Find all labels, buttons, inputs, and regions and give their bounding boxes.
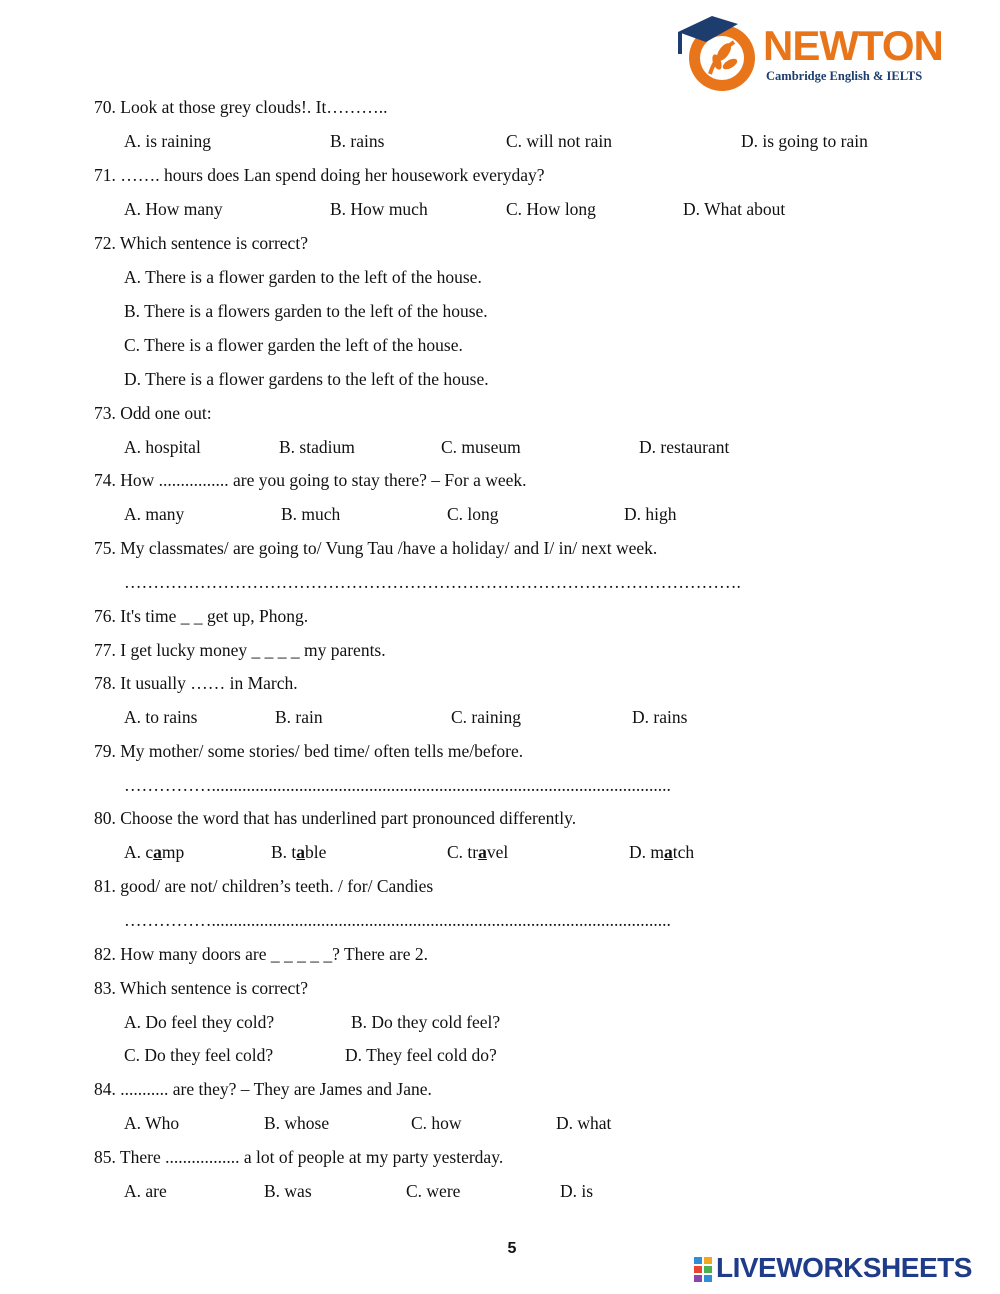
page-number: 5 — [507, 1240, 517, 1257]
option[interactable]: A. Who — [124, 1113, 180, 1133]
liveworksheets-logo-icon — [694, 1255, 714, 1283]
option[interactable]: D. high — [624, 504, 677, 524]
option[interactable]: A. many — [124, 504, 185, 524]
option[interactable]: B. was — [264, 1181, 312, 1201]
option[interactable]: A. to rains — [124, 707, 198, 727]
underlined-letter: a — [296, 842, 306, 862]
liveworksheets-watermark: LIVEWORKSHEETS — [716, 1252, 972, 1283]
option[interactable]: B. whose — [264, 1113, 330, 1133]
question-stem: 85. There ................. a lot of people at my party yesterday. — [94, 1147, 504, 1167]
option[interactable]: B. There is a flowers garden to the left of the house. — [124, 301, 488, 321]
option[interactable]: B. stadium — [279, 437, 355, 457]
option[interactable]: D. is going to rain — [741, 131, 868, 151]
option[interactable]: D. restaurant — [639, 437, 730, 457]
answer-line[interactable]: ……………......................................................................................................... — [124, 775, 671, 795]
option[interactable] — [271, 842, 326, 862]
underlined-letter: a — [478, 842, 487, 862]
answer-line[interactable]: ……………......................................................................................................... — [124, 910, 671, 930]
question-stem: 81. good/ are not/ children’s teeth. / for/ Candies — [94, 876, 434, 896]
option-text: vel — [486, 842, 509, 862]
option[interactable]: C. Do they feel cold? — [124, 1045, 274, 1065]
option[interactable]: B. rain — [275, 707, 323, 727]
question-stem: 77. I get lucky money _ _ _ _ my parents. — [94, 640, 386, 660]
option[interactable] — [447, 842, 508, 862]
option-text: D. m — [629, 842, 664, 862]
question-stem: 83. Which sentence is correct? — [94, 978, 308, 998]
option[interactable]: D. what — [556, 1113, 612, 1133]
question-stem: 74. How ................ are you going to stay there? – For a week. — [94, 470, 527, 490]
question-stem: 71. ……. hours does Lan spend doing her housework everyday? — [94, 165, 545, 185]
option[interactable]: A. Do feel they cold? — [124, 1012, 275, 1032]
option[interactable]: B. How much — [330, 199, 428, 219]
option[interactable]: D. There is a flower gardens to the left of the house. — [124, 369, 489, 389]
question-stem: 82. How many doors are _ _ _ _ _? There are 2. — [94, 944, 429, 964]
option[interactable]: C. how — [411, 1113, 462, 1133]
question-stem: 76. It's time _ _ get up, Phong. — [94, 606, 309, 626]
option-text: mp — [161, 842, 185, 862]
brand-name: NEWTON — [763, 22, 943, 69]
option[interactable]: A. There is a flower garden to the left of the house. — [124, 267, 482, 287]
option[interactable]: A. How many — [124, 199, 223, 219]
option[interactable]: A. hospital — [124, 437, 201, 457]
question-stem: 70. Look at those grey clouds!. It……….. — [94, 97, 388, 117]
option[interactable]: C. museum — [441, 437, 521, 457]
question-stem: 72. Which sentence is correct? — [94, 233, 308, 253]
underlined-letter: a — [664, 842, 673, 862]
question-stem: 78. It usually …… in March. — [94, 673, 298, 693]
option[interactable] — [124, 842, 184, 862]
question-stem: 75. My classmates/ are going to/ Vung Tau /have a holiday/ and I/ in/ next week. — [94, 538, 658, 558]
answer-line[interactable]: ……………………………………………………………………………………………. — [124, 572, 741, 592]
option[interactable]: A. are — [124, 1181, 167, 1201]
option[interactable]: B. rains — [330, 131, 385, 151]
option-text: A. c — [124, 842, 154, 862]
option[interactable]: C. There is a flower garden the left of the house. — [124, 335, 463, 355]
option[interactable]: C. raining — [451, 707, 521, 727]
option-text: B. t — [271, 842, 297, 862]
option[interactable] — [629, 842, 694, 862]
option[interactable]: C. How long — [506, 199, 596, 219]
question-stem: 80. Choose the word that has underlined part pronounced differently. — [94, 808, 577, 828]
option-text: C. tr — [447, 842, 479, 862]
question-stem: 79. My mother/ some stories/ bed time/ often tells me/before. — [94, 741, 524, 761]
option[interactable]: C. will not rain — [506, 131, 612, 151]
question-stem: 73. Odd one out: — [94, 403, 212, 423]
option[interactable]: C. long — [447, 504, 499, 524]
option[interactable]: A. is raining — [124, 131, 212, 151]
option[interactable]: D. They feel cold do? — [345, 1045, 497, 1065]
option[interactable]: D. What about — [683, 199, 786, 219]
option[interactable]: D. rains — [632, 707, 688, 727]
option[interactable]: B. Do they cold feel? — [351, 1012, 501, 1032]
brand-tagline: Cambridge English & IELTS — [766, 69, 923, 83]
option-text: ble — [305, 842, 327, 862]
option[interactable]: C. were — [406, 1181, 461, 1201]
option-text: tch — [672, 842, 695, 862]
question-stem: 84. ........... are they? – They are James and Jane. — [94, 1079, 432, 1099]
option[interactable]: D. is — [560, 1181, 594, 1201]
underlined-letter: a — [153, 842, 162, 862]
option[interactable]: B. much — [281, 504, 341, 524]
